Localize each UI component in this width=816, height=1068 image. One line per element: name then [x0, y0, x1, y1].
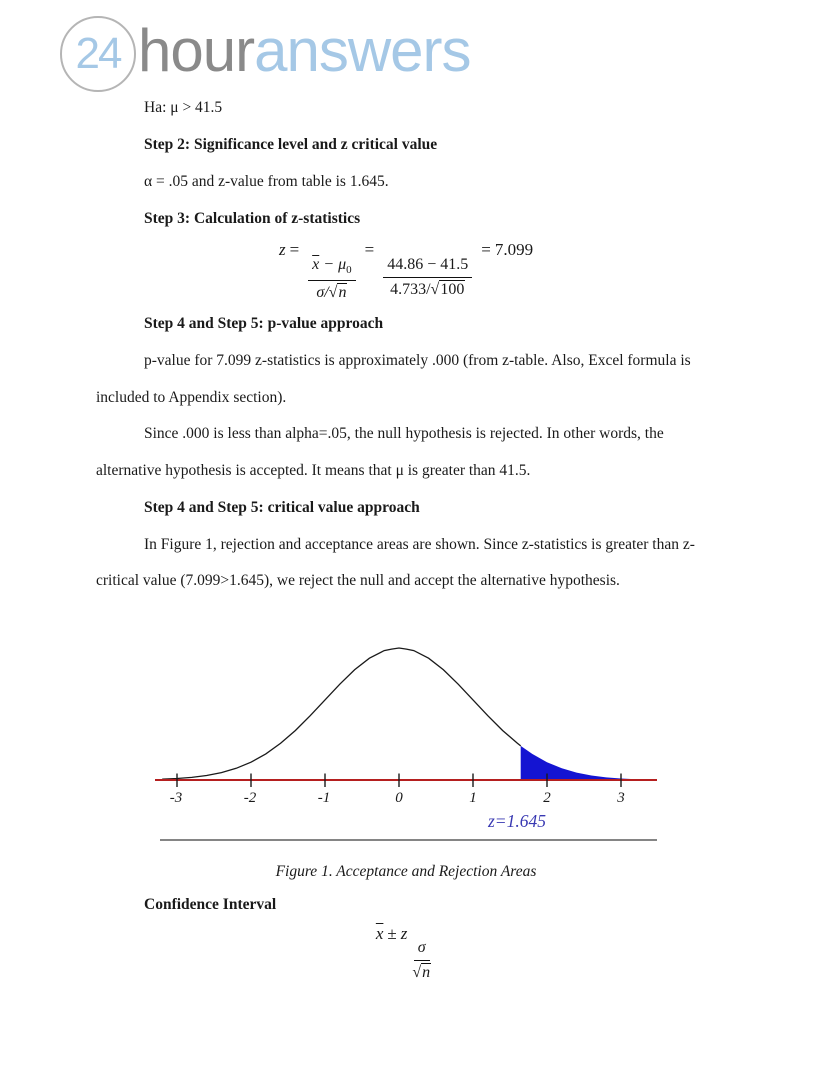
logo-circle-icon	[60, 16, 136, 92]
radicand-n: n	[338, 283, 347, 301]
alpha-line: α = .05 and z-value from table is 1.645.	[144, 173, 389, 190]
figure-paragraph-line2: critical value (7.099>1.645), we reject the null and accept the alternative hypothesis.	[96, 571, 620, 589]
numeric-fraction	[383, 254, 472, 300]
tick-label: 2	[543, 789, 551, 806]
figure-caption: Figure 1. Acceptance and Rejection Areas	[275, 862, 537, 880]
tick-label: -2	[243, 789, 257, 806]
formula-result: 7.099	[494, 240, 534, 259]
figure-normal-distribution	[135, 623, 665, 848]
z-statistic-formula	[96, 241, 716, 303]
plus-minus-sign: ±	[387, 923, 397, 943]
equals-sign: =	[289, 240, 300, 259]
logo-number: 24	[75, 29, 121, 78]
equals-sign: =	[364, 240, 375, 259]
pvalue-paragraph-line2: included to Appendix section).	[96, 388, 287, 406]
logo	[60, 12, 816, 96]
step3-heading: Step 3: Calculation of z-statistics	[144, 210, 361, 227]
radicand-n: n	[422, 964, 431, 982]
radical-sign: √	[430, 280, 440, 298]
document-body	[0, 98, 816, 983]
equals-sign: =	[481, 240, 491, 259]
radical-sign: √	[412, 964, 422, 982]
normal-curve	[162, 648, 521, 779]
tick-label: 1	[469, 789, 477, 806]
step2-heading: Step 2: Significance level and z critical value	[144, 136, 438, 153]
symbolic-fraction	[308, 254, 355, 303]
sigma-fraction	[412, 937, 431, 983]
tick-label: 3	[617, 789, 625, 806]
numeric-numerator: 44.86 − 41.5	[383, 254, 472, 278]
formula-lhs: z	[278, 240, 286, 259]
minus-mu: − μ	[319, 255, 347, 273]
z-variable: z	[400, 923, 408, 943]
step45-pvalue-heading: Step 4 and Step 5: p-value approach	[144, 314, 384, 332]
confidence-interval-formula	[96, 925, 716, 984]
numeric-denominator: 4.733/	[390, 280, 431, 298]
radicand-100: 100	[440, 280, 465, 298]
mu-subscript: 0	[346, 263, 352, 276]
tick-label: -3	[169, 789, 183, 806]
logo-word-answers: answers	[254, 17, 471, 84]
radical-sign: √	[328, 283, 338, 301]
step45-critical-heading: Step 4 and Step 5: critical value approach	[144, 498, 420, 516]
logo-word-hour: hour	[138, 17, 255, 84]
critical-value-label: z=1.645	[488, 810, 546, 831]
sigma-over: σ/	[316, 283, 329, 301]
tick-label: -1	[317, 789, 331, 806]
since-paragraph-line1: Since .000 is less than alpha=.05, the null hypothesis is rejected. In other words, the	[144, 424, 664, 442]
rejection-area-fill	[521, 745, 650, 780]
axis-tick-labels	[170, 790, 625, 806]
x-bar: $\overline{x}$	[375, 923, 384, 943]
sigma-numerator: σ	[414, 937, 430, 961]
since-paragraph-line2: alternative hypothesis is accepted. It means that μ is greater than 41.5.	[96, 461, 531, 479]
confidence-interval-heading: Confidence Interval	[144, 895, 277, 913]
tick-label: 0	[395, 789, 403, 806]
pvalue-paragraph-line1: p-value for 7.099 z-statistics is approximately .000 (from z-table. Also, Excel formula is	[144, 351, 691, 369]
figure-paragraph-line1: In Figure 1, rejection and acceptance areas are shown. Since z-statistics is greater than z-	[144, 535, 695, 553]
alt-hypothesis-line: Ha: μ > 41.5	[144, 99, 223, 116]
x-bar: $\overline{x}$	[312, 255, 320, 273]
